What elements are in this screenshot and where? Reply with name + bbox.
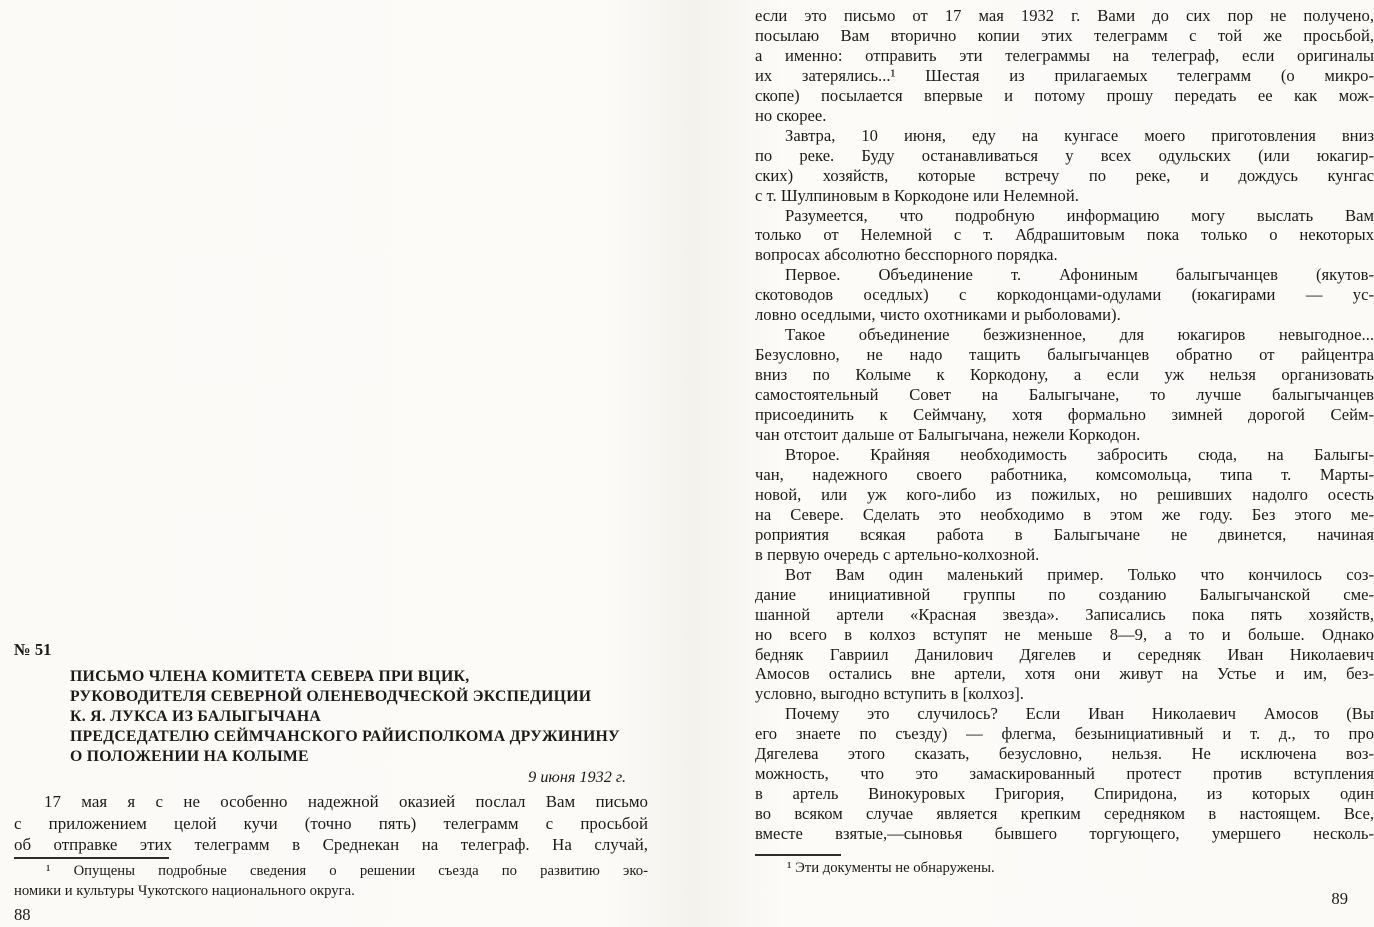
text-line: вместе взятые,—сыновья бывшего торгующего, умершего несколь- xyxy=(755,824,1374,844)
text-line: только от Нелемной с т. Абдрашитовым пока только о некоторых xyxy=(755,225,1374,245)
text-line: на Севере. Сделать это необходимо в этом же году. Без этого ме- xyxy=(755,504,1374,524)
text-line: чан, надежного своего работника, комсомольца, типа т. Марты- xyxy=(755,464,1374,484)
paragraph xyxy=(755,325,1374,445)
paragraph xyxy=(14,861,648,902)
page-left-footnote xyxy=(14,861,648,902)
text-line: самостоятельный Совет на Балыгычане, то лучше балыгычанцев xyxy=(755,385,1374,405)
text-line: а именно: отправить эти телеграммы на телеграф, если оригиналы xyxy=(755,45,1374,65)
text-line: ¹ Опущены подробные сведения о решении съезда по развитию эко- xyxy=(46,862,648,879)
paragraph xyxy=(755,704,1374,844)
text-line: дание инициативной группы по созданию Балыгычанской сме- xyxy=(755,584,1374,604)
text-line: Дягелева этого сказать, безусловно, нельзя. Не исключена воз- xyxy=(755,744,1374,764)
text-line: Завтра, 10 июня, еду на кунгасе моего приготовления вниз xyxy=(785,125,1374,145)
text-line: бедняк Гавриил Данилович Дягелев и середняк Иван Николаевич xyxy=(755,644,1374,664)
text-line: чан отстоит дальше от Балыгычана, нежели Коркодон. xyxy=(755,425,1141,445)
text-line: в артель Винокуровых Григория, Спиридона, из которых один xyxy=(755,784,1374,804)
text-line: с приложением целой кучи (точно пять) телеграмм с просьбой xyxy=(14,813,648,833)
page-left-body xyxy=(14,791,648,856)
page-number-right: 89 xyxy=(1331,888,1348,908)
doc-number: № 51 xyxy=(14,640,52,659)
text-line: их затерялись...¹ Шестая из прилагаемых телеграмм (о микро- xyxy=(755,65,1374,85)
text-line: ловно оседлыми, чисто охотниками и рыболовами). xyxy=(755,305,1121,325)
text-line: вниз по Колыме к Коркодону, а если уж нельзя организовать xyxy=(755,365,1374,385)
doc-date: 9 июня 1932 г. xyxy=(528,768,626,786)
text-line: Разумеется, что подробную информацию могу выслать Вам xyxy=(785,205,1374,225)
footnote-rule xyxy=(755,854,841,856)
title-line: ПИСЬМО ЧЛЕНА КОМИТЕТА СЕВЕРА ПРИ ВЦИК, xyxy=(70,668,470,685)
text-line: шанной артели «Красная звезда». Записались пока пять хозяйств, xyxy=(755,604,1374,624)
text-line: но всего в колхоз вступят не меньше 8—9, а то и больше. Однако xyxy=(755,624,1374,644)
title-line: РУКОВОДИТЕЛЯ СЕВЕРНОЙ ОЛЕНЕВОДЧЕСКОЙ ЭКСПЕДИЦИИ xyxy=(70,688,592,705)
text-line: Амосов остались вне артели, хотя они живут на Устье и им, без- xyxy=(755,664,1374,684)
text-line: вопросах абсолютно бесспорного порядка. xyxy=(755,245,1058,265)
paragraph xyxy=(755,206,1374,266)
text-line: Второе. Крайняя необходимость забросить сюда, на Балыгы- xyxy=(785,444,1374,464)
doc-title xyxy=(70,667,648,767)
text-line: по реке. Буду останавливаться у всех одульских (или юкагир- xyxy=(755,145,1374,165)
text-line: в первую очередь с артельно-колхозной. xyxy=(755,544,1040,564)
title-line: К. Я. ЛУКСА ИЗ БАЛЫГЫЧАНА xyxy=(70,708,322,725)
page-right-footnote xyxy=(755,858,1374,879)
text-line: ¹ Эти документы не обнаружены. xyxy=(787,860,995,877)
text-line: роприятия всякая работа в Балыгычане не двинется, начиная xyxy=(755,524,1374,544)
paragraph xyxy=(755,858,1374,879)
text-line: но скорее. xyxy=(755,105,827,125)
text-line: Вот Вам один маленький пример. Только что кончилось соз- xyxy=(785,564,1374,584)
text-line: с т. Шулпиновым в Коркодоне или Нелемной. xyxy=(755,185,1079,205)
text-line: посылаю Вам вторично копии этих телеграмм с той же просьбой, xyxy=(755,25,1374,45)
text-line: Безусловно, не надо тащить балыгычанцев обратно от райцентра xyxy=(755,345,1374,365)
text-line: скотоводов оседлых) с коркодонцами-одулами (юкагирами — ус- xyxy=(755,285,1374,305)
text-line: Почему это случилось? Если Иван Николаевич Амосов (Вы xyxy=(785,704,1374,724)
paragraph xyxy=(755,126,1374,206)
text-line: об отправке этих телеграмм в Среднекан на телеграф. На случай, xyxy=(14,835,648,854)
paragraph xyxy=(755,265,1374,325)
title-line: ПРЕДСЕДАТЕЛЮ СЕЙМЧАНСКОГО РАЙИСПОЛКОМА ДРУЖИНИНУ xyxy=(70,728,620,745)
paragraph xyxy=(14,791,648,856)
text-line: условно, выгодно вступить в [колхоз]. xyxy=(755,684,1024,704)
page-right-body xyxy=(755,6,1374,844)
page-left xyxy=(14,640,648,924)
text-line: присоединить к Сеймчану, хотя формально зимней дорогой Сейм- xyxy=(755,405,1374,425)
footnote-rule xyxy=(14,857,169,859)
text-line: номики и культуры Чукотского национального округа. xyxy=(14,883,355,900)
text-line: Первое. Объединение т. Афониным балыгычанцев (якутов- xyxy=(785,265,1374,285)
page-number-left: 88 xyxy=(14,904,31,924)
text-line: 17 мая я с не особенно надежной оказией послал Вам письмо xyxy=(44,792,648,811)
text-line: Такое объединение безжизненное, для юкагиров невыгодное... xyxy=(785,325,1374,345)
title-line: О ПОЛОЖЕНИИ НА КОЛЫМЕ xyxy=(70,748,309,765)
text-line: можность, что это замаскированный протест против вступления xyxy=(755,764,1374,784)
paragraph xyxy=(755,6,1374,126)
text-line: новой, или уж кого-либо из пожилых, но решивших надолго осесть xyxy=(755,484,1374,504)
text-line: скопе) посылается впервые и потому прошу передать ее как мож- xyxy=(755,85,1374,105)
paragraph xyxy=(755,565,1374,705)
page-right xyxy=(755,6,1374,908)
paragraph xyxy=(755,445,1374,565)
text-line: если это письмо от 17 мая 1932 г. Вами до сих пор не получено, xyxy=(755,6,1374,25)
text-line: ских) хозяйств, которые встречу по реке, и дождусь кунгас xyxy=(755,165,1374,185)
text-line: во всяком случае является крепким середняком в настоящем. Все, xyxy=(755,804,1374,824)
text-line: его знаете по съезду) — флегма, безынициативный и т. д., то про xyxy=(755,724,1374,744)
